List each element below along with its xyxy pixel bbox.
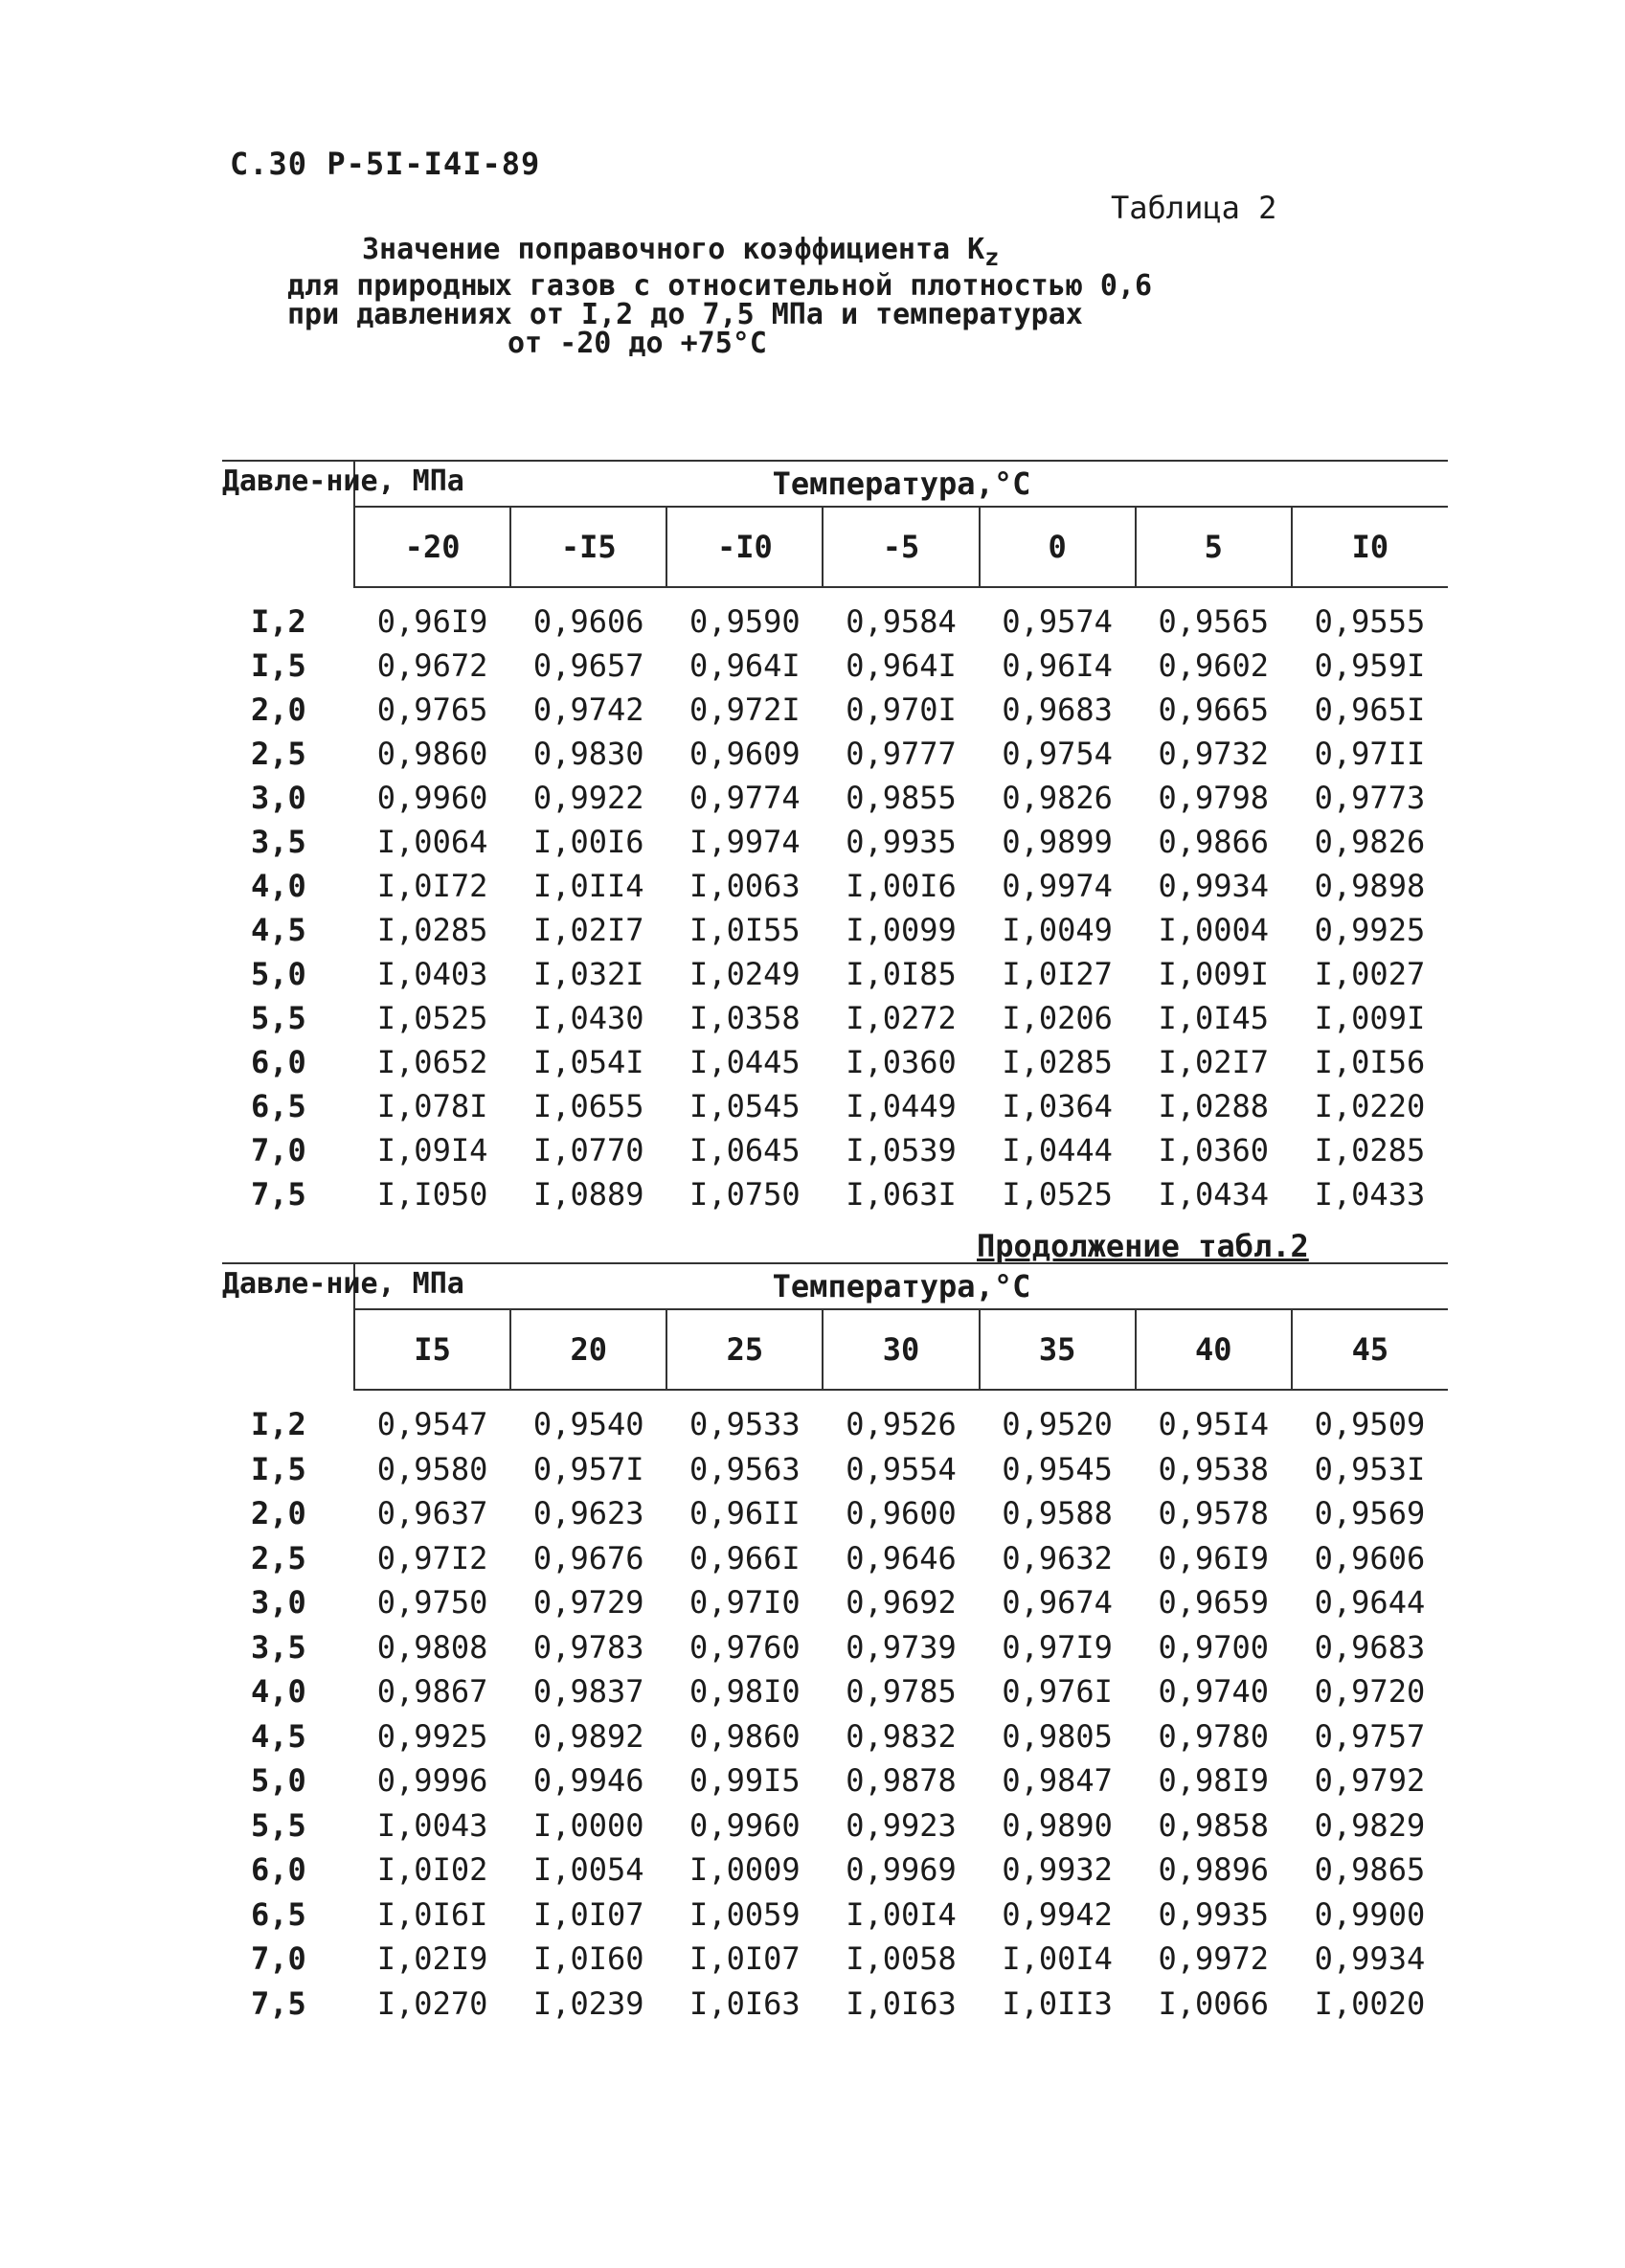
coefficient-cell: 0,9898 — [1314, 868, 1426, 904]
coefficient-cell: 0,9555 — [1314, 603, 1426, 640]
coefficient-cell: 0,9972 — [1158, 1940, 1270, 1978]
coefficient-cell: 0,9960 — [376, 780, 488, 816]
coefficient-cell: 0,9700 — [1158, 1628, 1270, 1666]
coefficient-cell: 0,9773 — [1314, 780, 1426, 816]
coefficient-cell: 0,9798 — [1158, 780, 1270, 816]
table-row — [222, 908, 1448, 952]
pressure-cell: I,5 — [251, 1450, 306, 1487]
pressure-cell: 7,0 — [251, 1940, 306, 1978]
temperature-column-header: 25 — [666, 1309, 823, 1390]
coefficient-cell: I,0364 — [1002, 1088, 1113, 1124]
temperature-column-header: 35 — [980, 1309, 1136, 1390]
pressure-cell: 3,5 — [251, 1628, 306, 1666]
coefficient-cell: 0,9760 — [689, 1628, 801, 1666]
coefficient-cell: I,0I55 — [689, 912, 801, 948]
pressure-cell: 6,0 — [251, 1851, 306, 1889]
coefficient-cell: 0,9632 — [1002, 1539, 1113, 1576]
coefficient-cell: 0,99I5 — [689, 1762, 801, 1800]
coefficient-cell: 0,9665 — [1158, 692, 1270, 728]
table-row — [222, 1491, 1448, 1536]
coefficient-cell: I,0004 — [1158, 912, 1270, 948]
table-row — [222, 732, 1448, 776]
coefficient-cell: 0,9674 — [1002, 1584, 1113, 1622]
coefficient-cell: 0,9899 — [1002, 824, 1113, 860]
header-spacer — [222, 587, 1448, 600]
coefficient-cell: 0,9588 — [1002, 1495, 1113, 1532]
coefficient-cell: I,00I4 — [846, 1895, 957, 1933]
pressure-cell: 2,5 — [251, 1539, 306, 1576]
table-row — [222, 1982, 1448, 2027]
coefficient-cell: I,0360 — [1158, 1132, 1270, 1168]
table-title — [287, 233, 1264, 360]
coefficient-cell: 0,970I — [846, 692, 957, 728]
coefficient-cell: 0,9554 — [846, 1450, 957, 1487]
coefficient-cell: 0,964I — [846, 647, 957, 684]
table-row — [222, 996, 1448, 1040]
coefficient-cell: 0,9900 — [1314, 1895, 1426, 1933]
coefficient-cell: I,0II4 — [532, 868, 644, 904]
coefficient-cell: 0,9896 — [1158, 1851, 1270, 1889]
coefficient-cell: 0,9777 — [846, 736, 957, 772]
coefficient-cell: I,0220 — [1314, 1088, 1426, 1124]
pressure-cell: 2,0 — [251, 692, 306, 728]
coefficient-cell: 0,957I — [532, 1450, 644, 1487]
coefficient-cell: I,0645 — [689, 1132, 801, 1168]
coefficient-cell: 0,9683 — [1002, 692, 1113, 728]
coefficient-cell: 0,9538 — [1158, 1450, 1270, 1487]
pressure-cell: I,5 — [251, 647, 306, 684]
coefficient-cell: 0,976I — [1002, 1673, 1113, 1711]
title-line-2: для природных газов с относительной плотностью 0,6 — [287, 269, 1153, 303]
table-row — [222, 776, 1448, 820]
coefficient-cell: 0,9783 — [532, 1628, 644, 1666]
coefficient-cell: 0,9740 — [1158, 1673, 1270, 1711]
coefficient-cell: I,00I4 — [1002, 1940, 1113, 1978]
coefficient-cell: 0,9925 — [1314, 912, 1426, 948]
coefficient-cell: I,0403 — [376, 956, 488, 992]
coefficient-cell: I,0027 — [1314, 956, 1426, 992]
coefficient-cell: 0,9946 — [532, 1762, 644, 1800]
coefficient-cell: I,I050 — [376, 1176, 488, 1213]
coefficient-cell: I,0525 — [1002, 1176, 1113, 1213]
coefficient-cell: I,0750 — [689, 1176, 801, 1213]
table-row — [222, 1172, 1448, 1216]
coefficient-cell: 0,9623 — [532, 1495, 644, 1532]
pressure-cell: 5,0 — [251, 1762, 306, 1800]
coefficient-cell: 0,9765 — [376, 692, 488, 728]
pressure-cell: 6,5 — [251, 1088, 306, 1124]
coefficient-cell: I,0525 — [376, 1000, 488, 1036]
coefficient-cell: 0,9858 — [1158, 1806, 1270, 1844]
coefficient-cell: 0,9606 — [1314, 1539, 1426, 1576]
temperature-column-header: 20 — [510, 1309, 666, 1390]
coefficient-cell: 0,966I — [689, 1539, 801, 1576]
table-row — [222, 820, 1448, 864]
coefficient-cell: 0,9676 — [532, 1539, 644, 1576]
coefficient-cell: 0,9969 — [846, 1851, 957, 1889]
coefficient-cell: 0,9646 — [846, 1539, 957, 1576]
coefficient-cell: 0,9780 — [1158, 1717, 1270, 1755]
coefficient-cell: I,0249 — [689, 956, 801, 992]
coefficient-cell: I,0059 — [689, 1895, 801, 1933]
coefficient-cell: I,02I7 — [1158, 1044, 1270, 1080]
coefficient-cell: 0,9659 — [1158, 1584, 1270, 1622]
temperature-column-header: 45 — [1292, 1309, 1448, 1390]
temperature-header: Температура,°С — [354, 1263, 1448, 1309]
table-row — [222, 1128, 1448, 1172]
temperature-columns-row — [222, 1309, 1448, 1390]
table-row — [222, 1625, 1448, 1670]
temperature-column-header: -5 — [823, 507, 979, 587]
table-row — [222, 688, 1448, 732]
pressure-cell: 7,5 — [251, 1984, 306, 2022]
coefficient-cell: 0,97I0 — [689, 1584, 801, 1622]
coefficient-cell: I,0I07 — [689, 1940, 801, 1978]
coefficient-cell: 0,9934 — [1158, 868, 1270, 904]
table-2-body — [222, 1390, 1448, 2026]
spacer-cell — [222, 587, 1448, 600]
coefficient-cell: 0,9754 — [1002, 736, 1113, 772]
pressure-cell: 4,0 — [251, 1673, 306, 1711]
coefficient-cell: I,0433 — [1314, 1176, 1426, 1213]
coefficient-cell: 0,9509 — [1314, 1406, 1426, 1443]
coefficient-cell: 0,9533 — [689, 1406, 801, 1443]
coefficient-cell: I,0445 — [689, 1044, 801, 1080]
coefficient-cell: I,0206 — [1002, 1000, 1113, 1036]
pressure-cell: 3,0 — [251, 1584, 306, 1622]
coefficient-cell: 0,9829 — [1314, 1806, 1426, 1844]
coefficient-table-1 — [222, 460, 1448, 1216]
coefficient-cell: 0,9742 — [532, 692, 644, 728]
coefficient-cell: I,0285 — [1314, 1132, 1426, 1168]
coefficient-cell: 0,9892 — [532, 1717, 644, 1755]
coefficient-cell: I,0I63 — [846, 1984, 957, 2022]
coefficient-cell: 0,9865 — [1314, 1851, 1426, 1889]
coefficient-cell: I,0I85 — [846, 956, 957, 992]
coefficient-cell: 0,9739 — [846, 1628, 957, 1666]
table-number-label: Таблица 2 — [1111, 190, 1277, 226]
coefficient-cell: I,078I — [376, 1088, 488, 1124]
coefficient-cell: 0,953I — [1314, 1450, 1426, 1487]
coefficient-cell: I,0545 — [689, 1088, 801, 1124]
title-line-1: Значение поправочного коэффициента $K_z$ — [362, 233, 1000, 271]
temperature-column-header: -20 — [354, 507, 510, 587]
coefficient-cell: I,009I — [1314, 1000, 1426, 1036]
coefficient-cell: I,0I56 — [1314, 1044, 1426, 1080]
table-row — [222, 1447, 1448, 1492]
coefficient-cell: 0,9808 — [376, 1628, 488, 1666]
pressure-cell: 4,0 — [251, 868, 306, 904]
table-row — [222, 864, 1448, 908]
temperature-column-header: -I0 — [666, 507, 823, 587]
coefficient-cell: I,0270 — [376, 1984, 488, 2022]
coefficient-cell: I,0655 — [532, 1088, 644, 1124]
coefficient-cell: 0,9569 — [1314, 1495, 1426, 1532]
pressure-cell: 2,0 — [251, 1495, 306, 1532]
coefficient-cell: 0,9644 — [1314, 1584, 1426, 1622]
coefficient-cell: 0,95I4 — [1158, 1406, 1270, 1443]
temperature-column-header: I5 — [354, 1309, 510, 1390]
coefficient-cell: 0,9830 — [532, 736, 644, 772]
coefficient-cell: 0,9785 — [846, 1673, 957, 1711]
table-row — [222, 644, 1448, 688]
pressure-cell: 3,0 — [251, 780, 306, 816]
coefficient-cell: I,0I02 — [376, 1851, 488, 1889]
pressure-cell: 7,5 — [251, 1176, 306, 1213]
coefficient-cell: 0,959I — [1314, 647, 1426, 684]
pressure-column-header: Давле-ние, МПа — [222, 461, 354, 587]
coefficient-cell: 0,9590 — [689, 603, 801, 640]
coefficient-cell: 0,9750 — [376, 1584, 488, 1622]
coefficient-cell: 0,9757 — [1314, 1717, 1426, 1755]
coefficient-cell: I,0430 — [532, 1000, 644, 1036]
temperature-column-header: I0 — [1292, 507, 1448, 587]
coefficient-cell: I,0I6I — [376, 1895, 488, 1933]
coefficient-cell: 0,97II — [1314, 736, 1426, 772]
coefficient-cell: I,0652 — [376, 1044, 488, 1080]
coefficient-cell: I,0049 — [1002, 912, 1113, 948]
coefficient-cell: 0,9934 — [1314, 1940, 1426, 1978]
temperature-column-header: 30 — [823, 1309, 979, 1390]
coefficient-cell: 0,9565 — [1158, 603, 1270, 640]
temperature-column-header: -I5 — [510, 507, 666, 587]
pressure-cell: I,2 — [251, 1406, 306, 1443]
pressure-cell: 6,0 — [251, 1044, 306, 1080]
coefficient-cell: 0,9600 — [846, 1495, 957, 1532]
temperature-column-header: 40 — [1136, 1309, 1292, 1390]
coefficient-cell: 0,9606 — [532, 603, 644, 640]
coefficient-cell: 0,9526 — [846, 1406, 957, 1443]
coefficient-cell: 0,96I9 — [376, 603, 488, 640]
coefficient-cell: 0,9866 — [1158, 824, 1270, 860]
coefficient-cell: I,0043 — [376, 1806, 488, 1844]
coefficient-cell: I,0I27 — [1002, 956, 1113, 992]
coefficient-cell: 0,9923 — [846, 1806, 957, 1844]
coefficient-cell: I,0770 — [532, 1132, 644, 1168]
spacer-cell — [222, 1390, 1448, 1402]
coefficient-table-2 — [222, 1262, 1448, 2026]
pressure-cell: 2,5 — [251, 736, 306, 772]
coefficient-cell: 0,9692 — [846, 1584, 957, 1622]
table-row — [222, 952, 1448, 996]
coefficient-cell: I,00I6 — [846, 868, 957, 904]
temperature-header: Температура,°С — [354, 461, 1448, 507]
coefficient-cell: 0,9860 — [689, 1717, 801, 1755]
coefficient-cell: 0,9520 — [1002, 1406, 1113, 1443]
coefficient-cell: I,0000 — [532, 1806, 644, 1844]
coefficient-cell: 0,9720 — [1314, 1673, 1426, 1711]
coefficient-cell: 0,9683 — [1314, 1628, 1426, 1666]
coefficient-cell: I,0009 — [689, 1851, 801, 1889]
coefficient-cell: I,0272 — [846, 1000, 957, 1036]
pressure-cell: I,2 — [251, 603, 306, 640]
header-spacer — [222, 1390, 1448, 1402]
coefficient-cell: I,0449 — [846, 1088, 957, 1124]
table-row — [222, 1893, 1448, 1938]
coefficient-cell: I,09I4 — [376, 1132, 488, 1168]
coefficient-cell: 0,9935 — [1158, 1895, 1270, 1933]
page-reference: С.30 Р-5I-I4I-89 — [230, 146, 541, 182]
table-row — [222, 1402, 1448, 1447]
coefficient-cell: 0,9826 — [1002, 780, 1113, 816]
coefficient-cell: 0,9974 — [1002, 868, 1113, 904]
coefficient-cell: 0,9657 — [532, 647, 644, 684]
coefficient-cell: 0,9672 — [376, 647, 488, 684]
coefficient-cell: I,0360 — [846, 1044, 957, 1080]
coefficient-cell: 0,9922 — [532, 780, 644, 816]
coefficient-cell: 0,9855 — [846, 780, 957, 816]
coefficient-cell: I,0064 — [376, 824, 488, 860]
coefficient-cell: I,00I6 — [532, 824, 644, 860]
table-row — [222, 1758, 1448, 1803]
coefficient-cell: I,0288 — [1158, 1088, 1270, 1124]
coefficient-cell: I,054I — [532, 1044, 644, 1080]
coefficient-cell: 0,9826 — [1314, 824, 1426, 860]
temperature-columns-row — [222, 507, 1448, 587]
coefficient-cell: 0,9935 — [846, 824, 957, 860]
coefficient-cell: I,009I — [1158, 956, 1270, 992]
coefficient-cell: I,0I45 — [1158, 1000, 1270, 1036]
coefficient-cell: I,0539 — [846, 1132, 957, 1168]
coefficient-cell: 0,9942 — [1002, 1895, 1113, 1933]
table-row — [222, 1848, 1448, 1893]
table-row — [222, 1040, 1448, 1084]
coefficient-cell: 0,9578 — [1158, 1495, 1270, 1532]
pressure-cell: 3,5 — [251, 824, 306, 860]
coefficient-cell: 0,96I4 — [1002, 647, 1113, 684]
coefficient-cell: 0,98I0 — [689, 1673, 801, 1711]
coefficient-cell: 0,9563 — [689, 1450, 801, 1487]
coefficient-cell: I,9974 — [689, 824, 801, 860]
coefficient-cell: 0,96II — [689, 1495, 801, 1532]
title-line-3: при давлениях от I,2 до 7,5 МПа и температурах — [287, 298, 1083, 331]
coefficient-cell: 0,9584 — [846, 603, 957, 640]
coefficient-cell: I,0066 — [1158, 1984, 1270, 2022]
coefficient-cell: I,0058 — [846, 1940, 957, 1978]
coefficient-cell: 0,965I — [1314, 692, 1426, 728]
coefficient-cell: I,0054 — [532, 1851, 644, 1889]
coefficient-cell: 0,9996 — [376, 1762, 488, 1800]
table-row — [222, 1803, 1448, 1848]
pressure-column-header: Давле-ние, МПа — [222, 1263, 354, 1390]
coefficient-cell: 0,972I — [689, 692, 801, 728]
coefficient-cell: I,0444 — [1002, 1132, 1113, 1168]
pressure-cell: 4,5 — [251, 1717, 306, 1755]
table-row — [222, 1937, 1448, 1982]
title-line-4: от -20 до +75°С — [508, 327, 767, 360]
coefficient-cell: 0,9540 — [532, 1406, 644, 1443]
coefficient-cell: I,0II3 — [1002, 1984, 1113, 2022]
coefficient-cell: I,0239 — [532, 1984, 644, 2022]
coefficient-cell: 0,9860 — [376, 736, 488, 772]
coefficient-cell: 0,9732 — [1158, 736, 1270, 772]
pressure-cell: 5,5 — [251, 1806, 306, 1844]
coefficient-cell: 0,9932 — [1002, 1851, 1113, 1889]
coefficient-cell: I,0434 — [1158, 1176, 1270, 1213]
coefficient-cell: I,0099 — [846, 912, 957, 948]
continuation-label: Продолжение табл.2 — [977, 1228, 1309, 1264]
coefficient-cell: 0,9890 — [1002, 1806, 1113, 1844]
pressure-cell: 5,0 — [251, 956, 306, 992]
coefficient-cell: 0,9580 — [376, 1450, 488, 1487]
coefficient-cell: 0,97I2 — [376, 1539, 488, 1576]
coefficient-cell: I,0285 — [1002, 1044, 1113, 1080]
coefficient-cell: 0,9574 — [1002, 603, 1113, 640]
coefficient-cell: 0,96I9 — [1158, 1539, 1270, 1576]
coefficient-cell: I,0020 — [1314, 1984, 1426, 2022]
coefficient-cell: 0,964I — [689, 647, 801, 684]
coefficient-cell: 0,9545 — [1002, 1450, 1113, 1487]
coefficient-cell: I,0I07 — [532, 1895, 644, 1933]
pressure-cell: 7,0 — [251, 1132, 306, 1168]
coefficient-cell: 0,98I9 — [1158, 1762, 1270, 1800]
coefficient-cell: I,0889 — [532, 1176, 644, 1213]
coefficient-cell: 0,9805 — [1002, 1717, 1113, 1755]
pressure-cell: 6,5 — [251, 1895, 306, 1933]
coefficient-cell: 0,97I9 — [1002, 1628, 1113, 1666]
coefficient-cell: 0,9774 — [689, 780, 801, 816]
coefficient-cell: 0,9729 — [532, 1584, 644, 1622]
coefficient-cell: I,0I63 — [689, 1984, 801, 2022]
table-row — [222, 1084, 1448, 1128]
table-row — [222, 1580, 1448, 1625]
coefficient-cell: 0,9832 — [846, 1717, 957, 1755]
table-row — [222, 600, 1448, 644]
temperature-column-header: 5 — [1136, 507, 1292, 587]
coefficient-cell: I,0285 — [376, 912, 488, 948]
coefficient-cell: I,0358 — [689, 1000, 801, 1036]
coefficient-cell: 0,9867 — [376, 1673, 488, 1711]
coefficient-cell: 0,9547 — [376, 1406, 488, 1443]
coefficient-cell: 0,9792 — [1314, 1762, 1426, 1800]
coefficient-cell: 0,9878 — [846, 1762, 957, 1800]
coefficient-cell: 0,9847 — [1002, 1762, 1113, 1800]
coefficient-cell: 0,9837 — [532, 1673, 644, 1711]
coefficient-cell: I,02I7 — [532, 912, 644, 948]
coefficient-cell: 0,9637 — [376, 1495, 488, 1532]
coefficient-cell: I,0I60 — [532, 1940, 644, 1978]
coefficient-cell: 0,9925 — [376, 1717, 488, 1755]
table-row — [222, 1669, 1448, 1714]
coefficient-cell: I,0I72 — [376, 868, 488, 904]
pressure-cell: 4,5 — [251, 912, 306, 948]
table-row — [222, 1714, 1448, 1759]
coefficient-cell: 0,9960 — [689, 1806, 801, 1844]
coefficient-cell: I,063I — [846, 1176, 957, 1213]
pressure-cell: 5,5 — [251, 1000, 306, 1036]
coefficient-cell: I,0063 — [689, 868, 801, 904]
title-subscript: z — [984, 243, 1000, 271]
temperature-column-header: 0 — [980, 507, 1136, 587]
coefficient-cell: I,02I9 — [376, 1940, 488, 1978]
table-row — [222, 1536, 1448, 1581]
coefficient-cell: 0,9602 — [1158, 647, 1270, 684]
coefficient-cell: I,032I — [532, 956, 644, 992]
table-1-body — [222, 587, 1448, 1216]
coefficient-cell: 0,9609 — [689, 736, 801, 772]
